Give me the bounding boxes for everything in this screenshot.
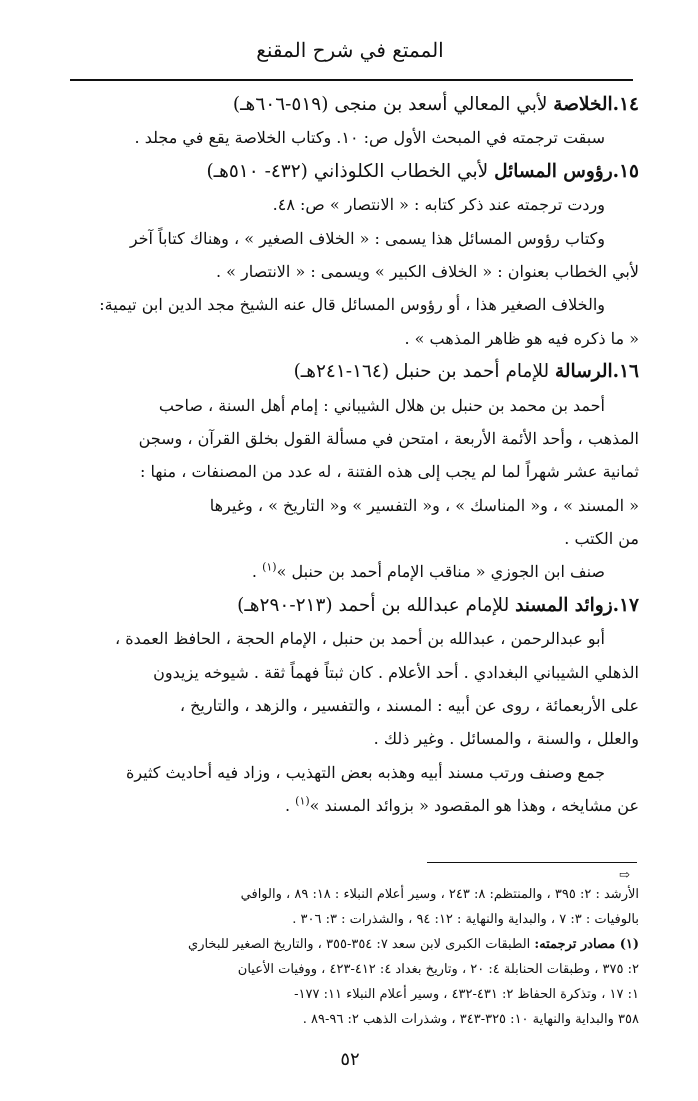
section-heading-15: ١٥.رؤوس المسائل لأبي الخطاب الكلوذاني (٤٣٢- ٥١٠هـ) bbox=[206, 160, 639, 182]
text-line: ثمانية عشر شهراً لما لم يجب إلى هذه الفتنة ، له عدد من المصنفات ، منها : bbox=[140, 462, 639, 482]
text-line: والعلل ، والسنة ، والمسائل . وغير ذلك . bbox=[373, 729, 639, 749]
text-line: على الأربعمائة ، روى عن أبيه : المسند ، والتفسير ، والزهد ، والتاريخ ، bbox=[179, 696, 639, 716]
footnote-line: ٣٥٨ والبداية والنهاية ١٠: ٣٢٥-٣٤٣ ، وشذرات الذهب ٢: ٩٦-٨٩ . bbox=[302, 1012, 639, 1027]
footnote-reference: (١) bbox=[295, 794, 310, 808]
text-line: عن مشايخه ، وهذا هو المقصود « بزوائد المسند »$^{(١)}$ . bbox=[284, 794, 639, 816]
text-line: سبقت ترجمته في المبحث الأول ص: ١٠. وكتاب الخلاصة يقع في مجلد . bbox=[134, 128, 605, 148]
section-heading-16: ١٦.الرسالة للإمام أحمد بن حنبل (١٦٤-٢٤١هـ) bbox=[293, 361, 639, 383]
continued-arrow-icon: ⇨ bbox=[619, 868, 630, 883]
text-line: جمع وصنف ورتب مسند أبيه وهذبه بعض التهذيب ، وزاد فيه أحاديث كثيرة bbox=[125, 762, 605, 782]
text-line: صنف ابن الجوزي « مناقب الإمام أحمد بن حنبل »$^{(١)}$ . bbox=[251, 561, 605, 582]
text-line: الذهلي الشيباني البغدادي . أحد الأعلام . كان ثبتاً فهماً ثقة . شيوخه يزيدون bbox=[153, 662, 639, 682]
text-line: وردت ترجمته عند ذكر كتابه : « الانتصار » ص: ٤٨. bbox=[272, 195, 605, 215]
footnote-line: بالوفيات : ٣: ٧ ، والبداية والنهاية : ١٢: ٩٤ ، والشذرات : ٣: ٣٠٦ . bbox=[292, 912, 639, 927]
footnotes bbox=[55, 882, 639, 1032]
page-number: ٥٢ bbox=[340, 1049, 360, 1070]
text-line: من الكتب . bbox=[564, 529, 639, 549]
text-line: المذهب ، وأحد الأئمة الأربعة ، امتحن في مسألة القول بخلق القرآن ، وسجن bbox=[138, 428, 639, 448]
footnote-label: (١) مصادر ترجمته: bbox=[534, 937, 639, 952]
footnote-line: الأرشد : ٢: ٣٩٥ ، والمنتظم: ٨: ٢٤٣ ، وسير أعلام النبلاء : ١٨: ٨٩ ، والوافي bbox=[240, 887, 639, 902]
footnote-line: ٢: ٣٧٥ ، وطبقات الحنابلة ٤: ٢٠ ، وتاريخ بغداد ٤: ٤١٢-٤٢٣ ، ووفيات الأعيان bbox=[237, 962, 639, 977]
text-line: « المسند » ، و« المناسك » ، و« التفسير » و« التاريخ » ، وغيرها bbox=[209, 495, 639, 515]
text-line: أحمد بن محمد بن حنبل بن هلال الشيباني : إمام أهل السنة ، صاحب bbox=[158, 395, 605, 415]
text-line: أبو عبدالرحمن ، عبدالله بن أحمد بن حنبل ، الإمام الحجة ، الحافظ العمدة ، bbox=[114, 629, 605, 649]
section-heading-17: ١٧.زوائد المسند للإمام عبدالله بن أحمد (٢١٣-٢٩٠هـ) bbox=[237, 594, 639, 616]
header-divider bbox=[70, 79, 633, 81]
text-line: والخلاف الصغير هذا ، أو رؤوس المسائل قال عنه الشيخ مجد الدين ابن تيمية: bbox=[99, 295, 605, 315]
text-line: « ما ذكره فيه هو ظاهر المذهب » . bbox=[404, 328, 639, 348]
footnote-reference: (١) bbox=[262, 561, 277, 575]
footnote-line: ١: ١٧ ، وتذكرة الحفاظ ٢: ٤٣١-٤٣٢ ، وسير أعلام النبلاء ١١: ١٧٧- bbox=[294, 987, 639, 1002]
text-line: وكتاب رؤوس المسائل هذا يسمى : « الخلاف الصغير » ، وهناك كتاباً آخر bbox=[129, 228, 605, 248]
section-heading-14: ١٤.الخلاصة لأبي المعالي أسعد بن منجى (٥١٩-٦٠٦هـ) bbox=[232, 94, 639, 115]
page-header-title: الممتع في شرح المقنع bbox=[256, 38, 444, 62]
text-line: لأبي الخطاب بعنوان : « الخلاف الكبير » ويسمى : « الانتصار » . bbox=[215, 261, 639, 281]
footnote-line: (١) مصادر ترجمته: الطبقات الكبرى لابن سعد ٧: ٣٥٤-٣٥٥ ، والتاريخ الصغير للبخاري bbox=[188, 937, 639, 952]
footnote-divider bbox=[427, 862, 637, 863]
main-text bbox=[55, 88, 639, 823]
